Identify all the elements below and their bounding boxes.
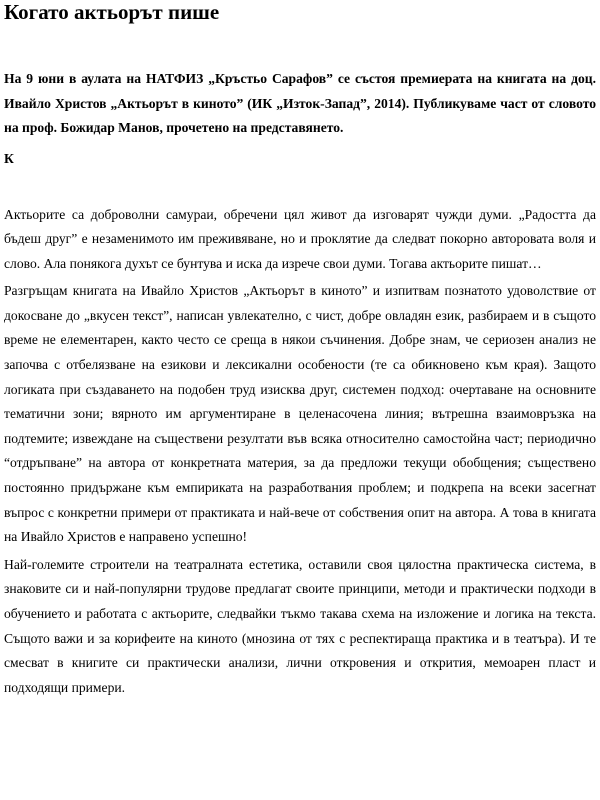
article-lead: На 9 юни в аулата на НАТФИЗ „Кръстьо Сарафов” се състоя премиерата на книгата на доц. Ивайло Христов „Актьорът в киното” (ИК „Изток-Запад”, 2014). Публикуваме част от словото на проф. Божидар Манов, прочетено на представянето. xyxy=(4,71,596,135)
initial-letter: К xyxy=(4,150,14,166)
article-title: Когато актьорът пише xyxy=(4,0,220,24)
article xyxy=(4,0,596,700)
paragraph-1: Актьорите са доброволни самураи, обречени цял живот да изговарят чужди думи. „Радостта да бъдеш друг” е незаменимото им преживяване, но и проклятие да следват покорно авторовата воля и слово. Ала понякога духът се бунтува и иска да изрече свои думи. Тогава актьорите пишат… xyxy=(4,206,596,271)
paragraph-2: Разгръщам книгата на Ивайло Христов „Актьорът в киното” и изпитвам познатото удоволствие от докосване до „вкусен текст”, написан увлекателно, с чист, добре овладян език, разбираем и в същото време не елементарен, както често се среща в някои съчинения. Добре знам, че сериозен анализ не започва с отбелязване на езикови и лексикални особености (те са обикновено към края). Защото логиката при създаването на подобен труд изисква друг, системен подход: очертаване на основните тематични зони; вярното им аргументиране в целенасочена линия; вътрешна взаимовръзка на подтемите; извеждане на съществени резултати във всяка относително самостойна част; периодично “отдръпване” на автора от конкретната материя, за да предложи текущи обобщения; съществено постоянно придържане към емпириката на разработвания проблем; и подкрепа на всеки засегнат въпрос с конкретни примери от практиката и най-вече от собствения опит на автора. А това в книгата на Ивайло Христов е направено успешно! xyxy=(4,283,596,545)
paragraph-3: Най-големите строители на театралната естетика, оставили своя цялостна практическа система, в знаковите си и най-популярни трудове предлагат своите принципи, методи и практически подходи в обучението и работата с актьорите, следвайки тъкмо такава схема на изложение и логика на текста. Същото важи и за корифеите на киното (мнозина от тях с респектираща практика и в театъра). И те смесват в книгите си практически анализи, лични откровения и открития, мемоарен пласт и подходящи примери. xyxy=(4,556,596,695)
